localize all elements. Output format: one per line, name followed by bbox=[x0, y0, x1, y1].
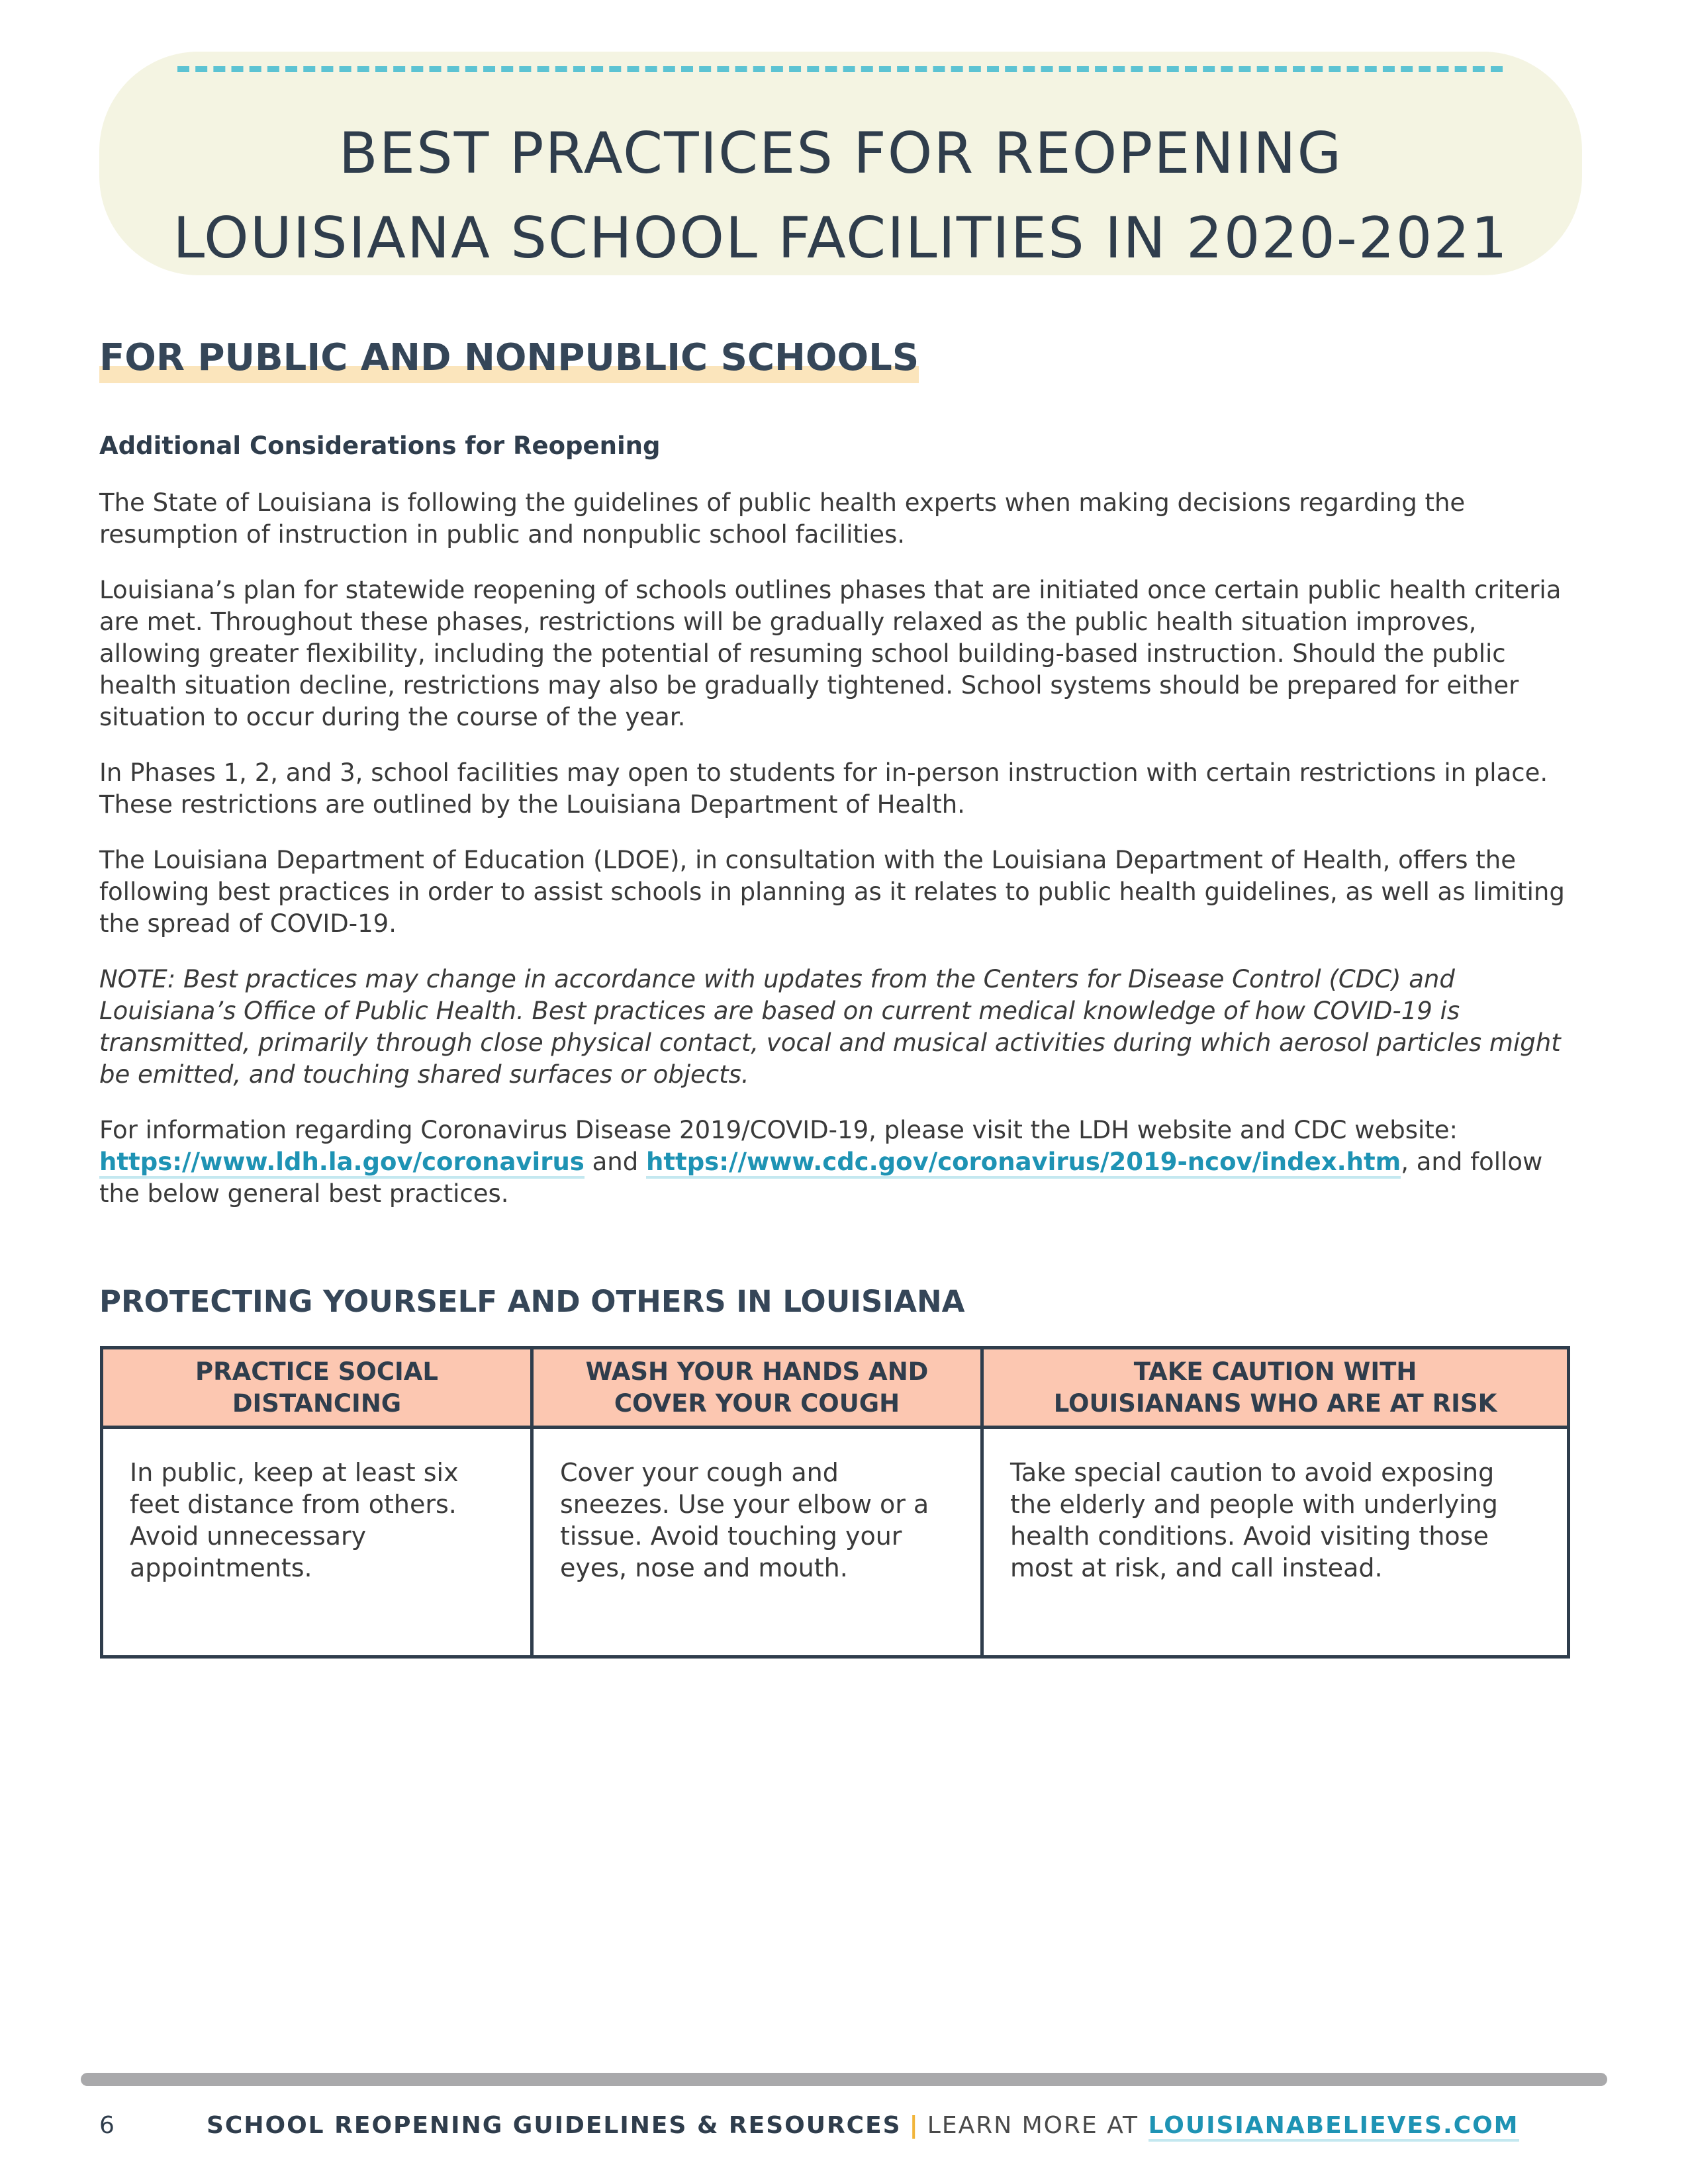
info-paragraph bbox=[99, 1115, 1582, 1210]
table-row bbox=[102, 1428, 1569, 1657]
sub-heading: Additional Considerations for Reopening bbox=[99, 432, 661, 460]
footer bbox=[99, 2106, 1582, 2146]
section-heading: FOR PUBLIC AND NONPUBLIC SCHOOLS bbox=[99, 336, 919, 383]
dashed-stitch-line bbox=[177, 66, 1503, 72]
header-wash-hands bbox=[532, 1348, 982, 1428]
cdc-link[interactable]: https://www.cdc.gov/coronavirus/2019-ncov/index.htm bbox=[646, 1148, 1401, 1179]
footer-separator: | bbox=[909, 2112, 919, 2139]
header-1-line-2: DISTANCING bbox=[232, 1388, 402, 1418]
header-3-line-1: TAKE CAUTION WITH bbox=[1133, 1357, 1417, 1386]
page-number: 6 bbox=[99, 2112, 115, 2139]
paragraph-3: In Phases 1, 2, and 3, school facilities may open to students for in-person instruction with certain restrictions in place. These restrictions are outlined by the Louisiana Department of Health. bbox=[99, 758, 1548, 819]
footer-site-link[interactable]: LOUISIANABELIEVES.COM bbox=[1149, 2112, 1519, 2142]
protect-heading: PROTECTING YOURSELF AND OTHERS IN LOUISIANA bbox=[99, 1284, 965, 1319]
header-take-caution bbox=[982, 1348, 1569, 1428]
header-2-line-1: WASH YOUR HANDS AND bbox=[585, 1357, 929, 1386]
cell-wash-hands: Cover your cough and sneezes. Use your elbow or a tissue. Avoid touching your eyes, nose and mouth. bbox=[532, 1428, 982, 1657]
info-outro: , and follow the below general best practices. bbox=[99, 1148, 1543, 1208]
cell-take-caution: Take special caution to avoid exposing the elderly and people with underlying health conditions. Avoid visiting those most at risk, and call instead. bbox=[982, 1428, 1569, 1657]
cell-social-distancing: In public, keep at least six feet distance from others. Avoid unnecessary appointments. bbox=[102, 1428, 532, 1657]
body-text bbox=[99, 487, 1582, 1234]
paragraph-2: Louisiana’s plan for statewide reopening of schools outlines phases that are initiated once certain public health criteria are met. Throughout these phases, restrictions will be gradually relaxed as the public health situation improves, allowing greater flexibility, including the potential of resuming school building-based instruction. Should the public health situation decline, restrictions may also be gradually tightened. School systems should be prepared for either situation to occur during the course of the year. bbox=[99, 576, 1562, 731]
footer-learn-more: LEARN MORE AT bbox=[927, 2112, 1139, 2139]
header-social-distancing bbox=[102, 1348, 532, 1428]
page-title bbox=[99, 111, 1582, 281]
header-3-line-2: LOUISIANANS WHO ARE AT RISK bbox=[1053, 1388, 1497, 1418]
footer-doc-title: SCHOOL REOPENING GUIDELINES & RESOURCES bbox=[207, 2112, 902, 2139]
header-1-line-1: PRACTICE SOCIAL bbox=[195, 1357, 438, 1386]
title-line-2: LOUISIANA SCHOOL FACILITIES IN 2020-2021 bbox=[173, 205, 1509, 271]
footer-rule bbox=[81, 2073, 1607, 2086]
ldh-link[interactable]: https://www.ldh.la.gov/coronavirus bbox=[99, 1148, 585, 1179]
paragraph-4: The Louisiana Department of Education (LDOE), in consultation with the Louisiana Department of Health, offers the following best practices in order to assist schools in planning as it relates to public health guidelines, as well as limiting the spread of COVID-19. bbox=[99, 846, 1565, 938]
practices-table bbox=[100, 1346, 1570, 1659]
title-banner bbox=[99, 52, 1582, 275]
title-line-1: BEST PRACTICES FOR REOPENING bbox=[338, 120, 1343, 187]
header-2-line-2: COVER YOUR COUGH bbox=[614, 1388, 900, 1418]
footer-doc-line bbox=[207, 2106, 1519, 2146]
note-paragraph: NOTE: Best practices may change in accordance with updates from the Centers for Disease Control (CDC) and Louisiana’s Office of Public Health. Best practices are based on current medical knowledge of how COVID-19 is transmitted, primarily through close physical contact, vocal and musical activities during which aerosol particles might be emitted, and touching shared surfaces or objects. bbox=[99, 965, 1561, 1089]
info-intro: For information regarding Coronavirus Disease 2019/COVID-19, please visit the LDH website and CDC website: bbox=[99, 1116, 1458, 1144]
paragraph-1: The State of Louisiana is following the guidelines of public health experts when making decisions regarding the resumption of instruction in public and nonpublic school facilities. bbox=[99, 488, 1466, 549]
info-and: and bbox=[592, 1148, 639, 1176]
table-header-row bbox=[102, 1348, 1569, 1428]
